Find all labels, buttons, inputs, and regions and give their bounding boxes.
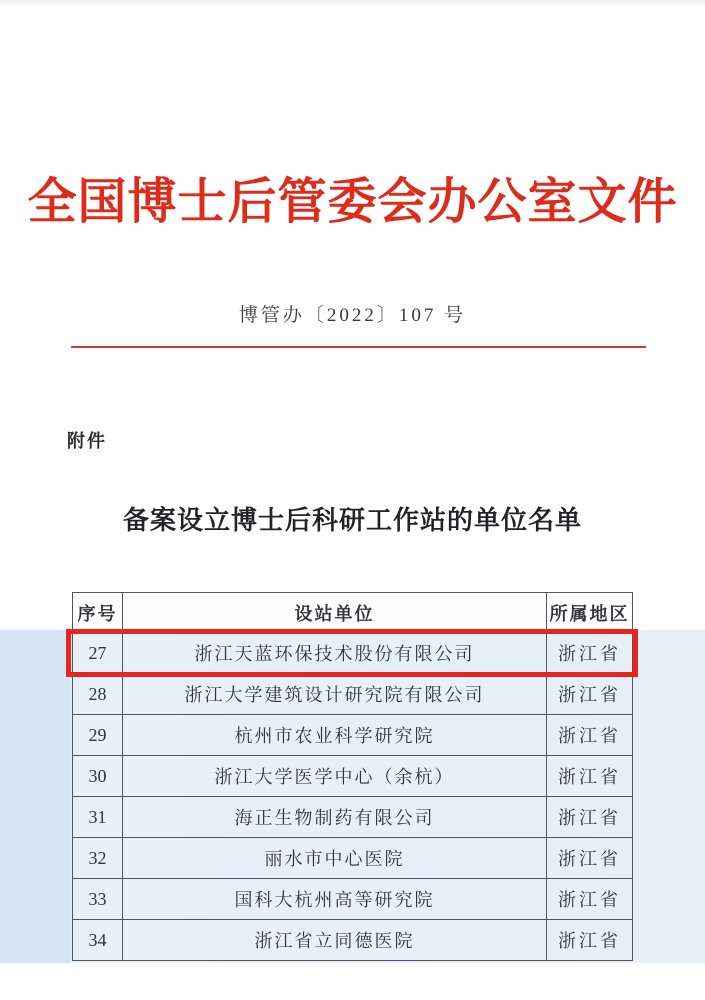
cell-region: 浙江省 [547,920,633,961]
table-row-32 [73,838,633,879]
cell-index: 34 [73,920,123,961]
col-header-unit: 设站单位 [123,593,547,633]
attachment-title: 备案设立博士后科研工作站的单位名单 [122,506,582,535]
table-header-row [73,593,633,633]
cell-index: 32 [73,838,123,879]
cell-index: 29 [73,715,123,756]
cell-index: 31 [73,797,123,838]
cell-region: 浙江省 [547,756,633,797]
col-header-region: 所属地区 [547,593,633,633]
cell-unit: 海正生物制药有限公司 [123,797,547,838]
cell-index: 28 [73,674,123,715]
cell-region: 浙江省 [547,633,633,674]
table-row-30 [73,756,633,797]
cell-index: 27 [73,633,123,674]
cell-unit: 丽水市中心医院 [123,838,547,879]
cell-unit: 浙江省立同德医院 [123,920,547,961]
cell-unit: 浙江大学建筑设计研究院有限公司 [123,674,547,715]
cell-unit: 浙江大学医学中心（余杭） [123,756,547,797]
cell-region: 浙江省 [547,797,633,838]
table-row-33 [73,879,633,920]
cell-unit: 国科大杭州高等研究院 [123,879,547,920]
table-row-31 [73,797,633,838]
document-letterhead: 全国博士后管委会办公室文件 [27,174,678,229]
cell-region: 浙江省 [547,838,633,879]
cell-region: 浙江省 [547,674,633,715]
cell-unit: 浙江天蓝环保技术股份有限公司 [123,633,547,674]
highlight-box-row-27 [66,629,638,677]
cell-unit: 杭州市农业科学研究院 [123,715,547,756]
cell-index: 30 [73,756,123,797]
cell-index: 33 [73,879,123,920]
document-number: 博管办〔2022〕107 号 [238,305,467,326]
table-row-29 [73,715,633,756]
scan-edge-shadow [0,0,705,7]
table-row-34 [73,920,633,961]
table-row-28 [73,674,633,715]
col-header-index: 序号 [73,593,123,633]
cell-region: 浙江省 [547,879,633,920]
attachment-label: 附件 [67,431,107,451]
red-divider [71,346,646,348]
cell-region: 浙江省 [547,715,633,756]
